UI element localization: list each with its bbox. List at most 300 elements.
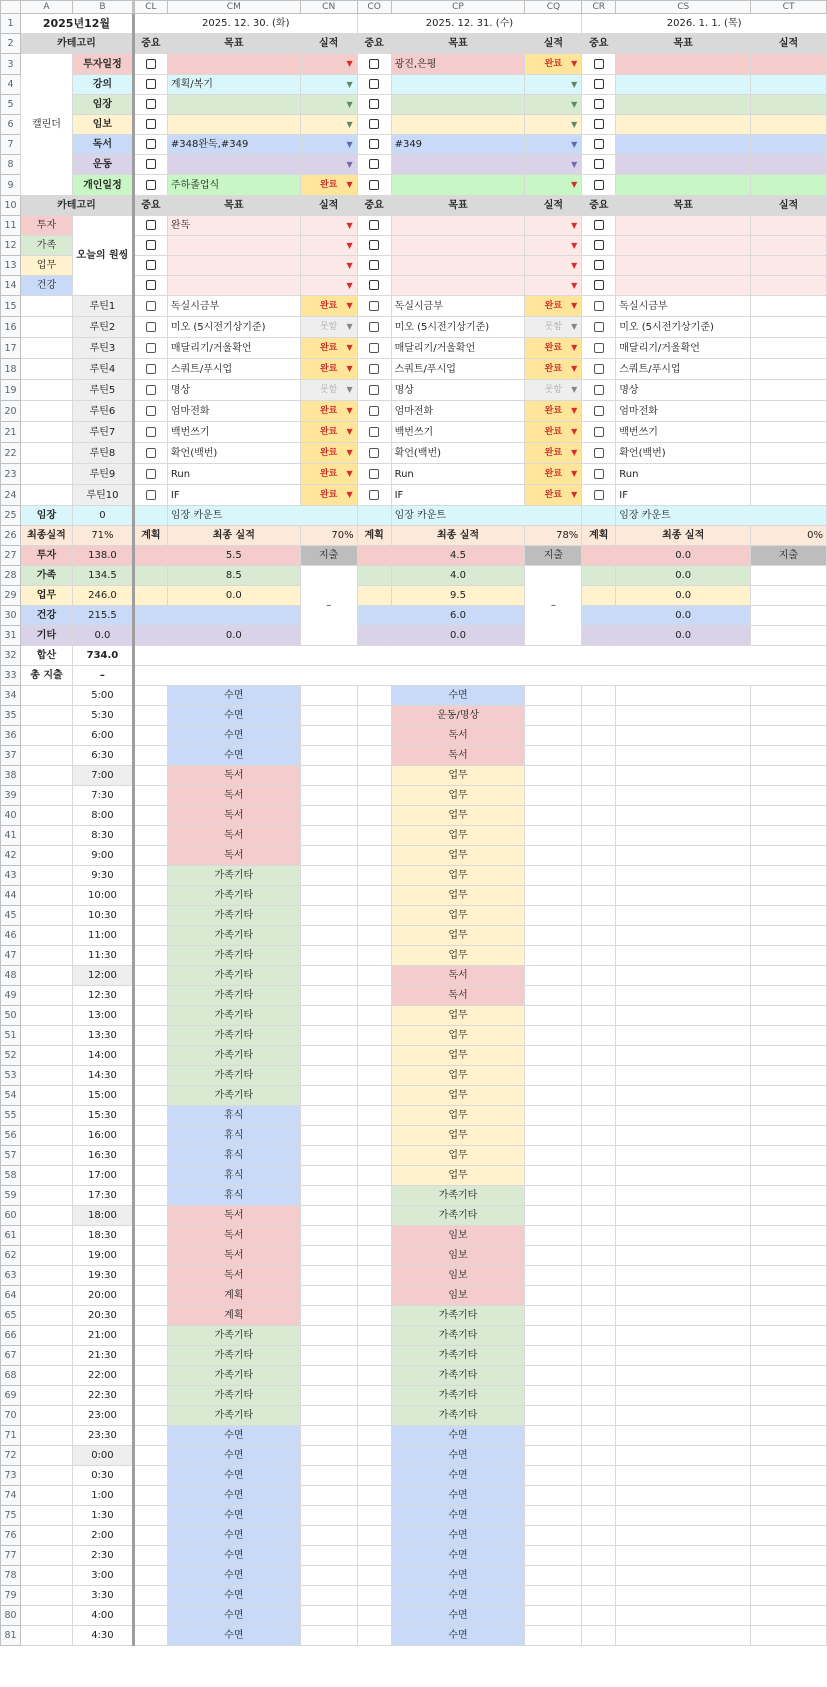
blank-cell[interactable] xyxy=(357,1266,391,1286)
blank-cell[interactable] xyxy=(300,1566,357,1586)
result-dropdown[interactable] xyxy=(525,175,582,196)
blank-cell[interactable] xyxy=(133,1026,167,1046)
result-dropdown[interactable] xyxy=(300,317,357,338)
blank-cell[interactable] xyxy=(133,1526,167,1546)
blank-cell[interactable] xyxy=(525,886,582,906)
dropdown-arrow-icon[interactable]: ▼ xyxy=(571,385,578,394)
activity-cell[interactable]: 수면 xyxy=(167,686,300,706)
blank-cell[interactable] xyxy=(20,706,72,726)
final-pct[interactable]: 0% xyxy=(751,526,827,546)
activity-cell[interactable]: 수면 xyxy=(391,686,525,706)
time-slot[interactable]: 0:30 xyxy=(72,1466,133,1486)
result-dropdown[interactable] xyxy=(525,75,582,95)
time-slot[interactable]: 10:30 xyxy=(72,906,133,926)
blank-cell[interactable] xyxy=(357,946,391,966)
blank-cell[interactable] xyxy=(525,1346,582,1366)
blank-cell[interactable] xyxy=(751,1026,827,1046)
important-checkbox[interactable] xyxy=(133,256,167,276)
dropdown-arrow-icon[interactable]: ▼ xyxy=(346,448,353,457)
status-chip[interactable]: 못함 xyxy=(319,385,338,395)
routine-task[interactable]: IF xyxy=(167,485,300,506)
calendar-category[interactable]: 독서 xyxy=(72,135,133,155)
blank-cell[interactable] xyxy=(300,1046,357,1066)
activity-cell[interactable]: 수면 xyxy=(391,1586,525,1606)
blank-cell[interactable] xyxy=(751,1186,827,1206)
goal-cell[interactable] xyxy=(167,54,300,75)
spend-cell[interactable] xyxy=(751,586,827,606)
blank-cell[interactable] xyxy=(357,786,391,806)
result-dropdown[interactable] xyxy=(300,75,357,95)
dropdown-arrow-icon[interactable]: ▼ xyxy=(346,301,353,310)
routine-name[interactable]: 루틴7 xyxy=(72,422,133,443)
result-header[interactable]: 실적 xyxy=(300,34,357,54)
blank-cell[interactable] xyxy=(20,806,72,826)
blank-cell[interactable] xyxy=(133,966,167,986)
dropdown-arrow-icon[interactable]: ▼ xyxy=(346,364,353,373)
blank-cell[interactable] xyxy=(133,1126,167,1146)
activity-cell[interactable]: 휴식 xyxy=(167,1166,300,1186)
blank-cell[interactable] xyxy=(357,1546,391,1566)
result-dropdown[interactable] xyxy=(525,256,582,276)
goal-cell[interactable] xyxy=(167,95,300,115)
activity-cell[interactable]: 가족기타 xyxy=(391,1346,525,1366)
result-dropdown[interactable] xyxy=(751,443,827,464)
row-number[interactable]: 9 xyxy=(1,175,21,196)
activity-cell[interactable]: 수면 xyxy=(391,1566,525,1586)
blank-cell[interactable] xyxy=(616,1246,751,1266)
blank-cell[interactable] xyxy=(525,1066,582,1086)
spend-cell[interactable] xyxy=(751,566,827,586)
result-dropdown[interactable] xyxy=(525,338,582,359)
blank-cell[interactable] xyxy=(300,846,357,866)
row-number[interactable]: 80 xyxy=(1,1606,21,1626)
checkbox-icon[interactable] xyxy=(146,469,156,479)
dropdown-arrow-icon[interactable]: ▼ xyxy=(346,427,353,436)
plan-cell[interactable] xyxy=(582,566,616,586)
goal-cell[interactable] xyxy=(391,75,525,95)
time-slot[interactable]: 9:00 xyxy=(72,846,133,866)
blank-cell[interactable] xyxy=(525,1226,582,1246)
blank-cell[interactable] xyxy=(525,1526,582,1546)
time-slot[interactable]: 4:00 xyxy=(72,1606,133,1626)
important-checkbox[interactable] xyxy=(133,276,167,296)
row-number[interactable]: 69 xyxy=(1,1386,21,1406)
blank-cell[interactable] xyxy=(357,1226,391,1246)
routine-name[interactable]: 루틴4 xyxy=(72,359,133,380)
blank-cell[interactable] xyxy=(357,986,391,1006)
blank-cell[interactable] xyxy=(300,1326,357,1346)
dropdown-arrow-icon[interactable]: ▼ xyxy=(346,385,353,394)
final-value-cell[interactable]: 0.0 xyxy=(391,626,525,646)
checkbox-icon[interactable] xyxy=(369,159,379,169)
status-chip[interactable]: 완료 xyxy=(544,364,563,374)
blank-cell[interactable] xyxy=(133,1266,167,1286)
important-checkbox[interactable] xyxy=(582,256,616,276)
routine-name[interactable]: 루틴6 xyxy=(72,401,133,422)
activity-cell[interactable]: 가족기타 xyxy=(167,1386,300,1406)
routine-task[interactable]: 미오 (5시전기상기준) xyxy=(616,317,751,338)
final-value-cell[interactable]: 0.0 xyxy=(167,586,300,606)
activity-cell[interactable]: 수면 xyxy=(167,746,300,766)
row-number[interactable]: 35 xyxy=(1,706,21,726)
blank-cell[interactable] xyxy=(582,1026,616,1046)
blank-cell[interactable] xyxy=(133,1626,167,1646)
important-checkbox[interactable] xyxy=(582,95,616,115)
blank-cell[interactable] xyxy=(300,786,357,806)
blank-cell[interactable] xyxy=(300,1126,357,1146)
status-chip[interactable]: 완료 xyxy=(319,427,338,437)
checkbox-icon[interactable] xyxy=(146,260,156,270)
blank-cell[interactable] xyxy=(20,1146,72,1166)
activity-cell[interactable]: 업무 xyxy=(391,1146,525,1166)
row-number[interactable]: 68 xyxy=(1,1366,21,1386)
row-number[interactable]: 45 xyxy=(1,906,21,926)
activity-cell[interactable]: 업무 xyxy=(391,886,525,906)
blank-cell[interactable] xyxy=(357,1306,391,1326)
blank-cell[interactable] xyxy=(582,1086,616,1106)
result-header[interactable]: 실적 xyxy=(525,34,582,54)
blank-cell[interactable] xyxy=(582,1066,616,1086)
time-slot[interactable]: 1:00 xyxy=(72,1486,133,1506)
status-chip[interactable]: 완료 xyxy=(319,180,338,190)
result-dropdown[interactable] xyxy=(751,175,827,196)
dropdown-arrow-icon[interactable]: ▼ xyxy=(571,100,578,109)
time-slot[interactable]: 2:30 xyxy=(72,1546,133,1566)
blank-cell[interactable] xyxy=(751,1546,827,1566)
activity-cell[interactable]: 수면 xyxy=(167,1606,300,1626)
blank-cell[interactable] xyxy=(616,1426,751,1446)
blank-cell[interactable] xyxy=(751,1626,827,1646)
blank-cell[interactable] xyxy=(20,1346,72,1366)
blank-cell[interactable] xyxy=(20,926,72,946)
blank-cell[interactable] xyxy=(20,1206,72,1226)
result-dropdown[interactable] xyxy=(751,485,827,506)
blank-cell[interactable] xyxy=(20,1466,72,1486)
row-number[interactable]: 42 xyxy=(1,846,21,866)
result-dropdown[interactable] xyxy=(525,464,582,485)
blank-cell[interactable] xyxy=(20,401,72,422)
dropdown-arrow-icon[interactable]: ▼ xyxy=(571,448,578,457)
blank-cell[interactable] xyxy=(525,1086,582,1106)
final-value-cell[interactable]: 9.5 xyxy=(391,586,525,606)
blank-cell[interactable] xyxy=(357,1366,391,1386)
activity-cell[interactable]: 가족기타 xyxy=(167,1366,300,1386)
blank-cell[interactable] xyxy=(582,1126,616,1146)
row-number[interactable]: 13 xyxy=(1,256,21,276)
plan-cell[interactable] xyxy=(133,546,167,566)
blank-cell[interactable] xyxy=(20,1026,72,1046)
routine-checkbox[interactable] xyxy=(133,359,167,380)
blank-cell[interactable] xyxy=(357,1166,391,1186)
calendar-category[interactable]: 개인일정 xyxy=(72,175,133,196)
routine-task[interactable]: 미오 (5시전기상기준) xyxy=(391,317,525,338)
time-slot[interactable]: 18:00 xyxy=(72,1206,133,1226)
time-slot[interactable]: 13:00 xyxy=(72,1006,133,1026)
checkbox-icon[interactable] xyxy=(369,385,379,395)
final-value-cell[interactable]: 0.0 xyxy=(167,626,300,646)
blank-cell[interactable] xyxy=(582,1046,616,1066)
imjang-label[interactable]: 임장 xyxy=(20,506,72,526)
routine-name[interactable]: 루틴5 xyxy=(72,380,133,401)
blank-cell[interactable] xyxy=(20,1286,72,1306)
plan-cell[interactable] xyxy=(582,546,616,566)
goal-cell[interactable]: 광진,은평 xyxy=(391,54,525,75)
blank-cell[interactable] xyxy=(616,1046,751,1066)
routine-checkbox[interactable] xyxy=(582,485,616,506)
blank-cell[interactable] xyxy=(20,1166,72,1186)
blank-cell[interactable] xyxy=(300,966,357,986)
checkbox-icon[interactable] xyxy=(369,469,379,479)
blank-cell[interactable] xyxy=(300,1006,357,1026)
time-slot[interactable]: 8:30 xyxy=(72,826,133,846)
time-slot[interactable]: 12:00 xyxy=(72,966,133,986)
checkbox-icon[interactable] xyxy=(146,322,156,332)
blank-cell[interactable] xyxy=(300,1266,357,1286)
blank-cell[interactable] xyxy=(133,686,167,706)
blank-cell[interactable] xyxy=(525,1486,582,1506)
activity-cell[interactable]: 임보 xyxy=(391,1266,525,1286)
blank-cell[interactable] xyxy=(525,1586,582,1606)
result-header[interactable]: 실적 xyxy=(751,196,827,216)
result-dropdown[interactable] xyxy=(300,359,357,380)
blank-cell[interactable] xyxy=(525,1606,582,1626)
activity-cell[interactable]: 임보 xyxy=(391,1246,525,1266)
important-checkbox[interactable] xyxy=(582,54,616,75)
checkbox-icon[interactable] xyxy=(146,490,156,500)
blank-cell[interactable] xyxy=(582,1226,616,1246)
blank-cell[interactable] xyxy=(357,1626,391,1646)
row-number[interactable]: 59 xyxy=(1,1186,21,1206)
blank-cell[interactable] xyxy=(20,1386,72,1406)
sheet-title[interactable]: 2025년12월 xyxy=(20,14,133,34)
checkbox-icon[interactable] xyxy=(594,260,604,270)
routine-task[interactable]: 엄마전화 xyxy=(167,401,300,422)
row-number[interactable]: 25 xyxy=(1,506,21,526)
dropdown-arrow-icon[interactable]: ▼ xyxy=(346,343,353,352)
blank-cell[interactable] xyxy=(582,1506,616,1526)
blank-cell[interactable] xyxy=(751,746,827,766)
blank-cell[interactable] xyxy=(616,1066,751,1086)
goal-cell[interactable] xyxy=(391,115,525,135)
checkbox-icon[interactable] xyxy=(594,448,604,458)
plan-cell[interactable] xyxy=(357,606,391,626)
routine-task[interactable]: 확언(백번) xyxy=(391,443,525,464)
row-number[interactable]: 32 xyxy=(1,646,21,666)
goal-cell[interactable] xyxy=(391,216,525,236)
result-dropdown[interactable] xyxy=(525,54,582,75)
dropdown-arrow-icon[interactable]: ▼ xyxy=(346,261,353,270)
plan-cell[interactable] xyxy=(133,586,167,606)
goal-cell[interactable]: #349 xyxy=(391,135,525,155)
checkbox-icon[interactable] xyxy=(369,301,379,311)
blank-cell[interactable] xyxy=(133,1386,167,1406)
final-header[interactable]: 최종 실적 xyxy=(167,526,300,546)
blank-cell[interactable] xyxy=(582,1566,616,1586)
row-number[interactable]: 47 xyxy=(1,946,21,966)
summary-label[interactable]: 투자 xyxy=(20,546,72,566)
blank-cell[interactable] xyxy=(357,1526,391,1546)
blank-cell[interactable] xyxy=(300,866,357,886)
important-header[interactable]: 중요 xyxy=(582,34,616,54)
row-number[interactable]: 33 xyxy=(1,666,21,686)
blank-cell[interactable] xyxy=(525,1426,582,1446)
blank-cell[interactable] xyxy=(616,1446,751,1466)
activity-cell[interactable]: 업무 xyxy=(391,806,525,826)
blank-cell[interactable] xyxy=(20,1326,72,1346)
sum-label[interactable]: 합산 xyxy=(20,646,72,666)
activity-cell[interactable]: 수면 xyxy=(167,1526,300,1546)
plan-cell[interactable] xyxy=(357,586,391,606)
blank-cell[interactable] xyxy=(357,1126,391,1146)
checkbox-icon[interactable] xyxy=(594,119,604,129)
time-slot[interactable]: 19:30 xyxy=(72,1266,133,1286)
dropdown-arrow-icon[interactable]: ▼ xyxy=(571,406,578,415)
important-checkbox[interactable] xyxy=(133,75,167,95)
spend-header[interactable]: 지출 xyxy=(300,546,357,566)
blank-cell[interactable] xyxy=(525,1406,582,1426)
blank-cell[interactable] xyxy=(357,1326,391,1346)
blank-cell[interactable] xyxy=(300,1406,357,1426)
blank-cell[interactable] xyxy=(751,1086,827,1106)
blank-cell[interactable] xyxy=(357,1406,391,1426)
blank-cell[interactable] xyxy=(133,1586,167,1606)
blank-cell[interactable] xyxy=(582,726,616,746)
result-dropdown[interactable] xyxy=(751,296,827,317)
result-dropdown[interactable] xyxy=(300,95,357,115)
blank-cell[interactable] xyxy=(751,806,827,826)
goal-header[interactable]: 목표 xyxy=(616,196,751,216)
blank-cell[interactable] xyxy=(751,966,827,986)
blank-cell[interactable] xyxy=(751,1306,827,1326)
blank-cell[interactable] xyxy=(357,966,391,986)
time-slot[interactable]: 4:30 xyxy=(72,1626,133,1646)
blank-cell[interactable] xyxy=(616,1086,751,1106)
blank-cell[interactable] xyxy=(751,1226,827,1246)
blank-cell[interactable] xyxy=(616,1486,751,1506)
checkbox-icon[interactable] xyxy=(594,322,604,332)
row-number[interactable]: 28 xyxy=(1,566,21,586)
row-number[interactable]: 51 xyxy=(1,1026,21,1046)
blank-cell[interactable] xyxy=(133,706,167,726)
checkbox-icon[interactable] xyxy=(146,406,156,416)
blank-cell[interactable] xyxy=(20,338,72,359)
blank-cell[interactable] xyxy=(582,1546,616,1566)
row-number[interactable]: 74 xyxy=(1,1486,21,1506)
blank-cell[interactable] xyxy=(133,886,167,906)
activity-cell[interactable]: 독서 xyxy=(167,1226,300,1246)
row-number[interactable]: 55 xyxy=(1,1106,21,1126)
goal-cell[interactable] xyxy=(616,256,751,276)
goal-cell[interactable] xyxy=(391,95,525,115)
blank-cell[interactable] xyxy=(133,1326,167,1346)
result-dropdown[interactable] xyxy=(751,256,827,276)
blank-cell[interactable] xyxy=(300,1086,357,1106)
category-header[interactable]: 카테고리 xyxy=(20,34,133,54)
activity-cell[interactable]: 수면 xyxy=(391,1486,525,1506)
row-number[interactable]: 49 xyxy=(1,986,21,1006)
final-value-cell[interactable]: 8.5 xyxy=(167,566,300,586)
blank-cell[interactable] xyxy=(300,1026,357,1046)
time-slot[interactable]: 15:00 xyxy=(72,1086,133,1106)
blank-cell[interactable] xyxy=(300,1486,357,1506)
blank-cell[interactable] xyxy=(616,1126,751,1146)
blank-cell[interactable] xyxy=(357,1246,391,1266)
blank-cell[interactable] xyxy=(20,296,72,317)
blank-cell[interactable] xyxy=(525,766,582,786)
dropdown-arrow-icon[interactable]: ▼ xyxy=(571,469,578,478)
important-checkbox[interactable] xyxy=(133,236,167,256)
checkbox-icon[interactable] xyxy=(146,301,156,311)
checkbox-icon[interactable] xyxy=(594,220,604,230)
blank-cell[interactable] xyxy=(582,766,616,786)
blank-cell[interactable] xyxy=(133,1286,167,1306)
blank-cell[interactable] xyxy=(582,1326,616,1346)
row-number[interactable]: 79 xyxy=(1,1586,21,1606)
important-checkbox[interactable] xyxy=(582,175,616,196)
blank-cell[interactable] xyxy=(751,1206,827,1226)
time-slot[interactable]: 20:00 xyxy=(72,1286,133,1306)
final-pct[interactable]: 78% xyxy=(525,526,582,546)
dropdown-arrow-icon[interactable]: ▼ xyxy=(346,120,353,129)
blank-cell[interactable] xyxy=(582,746,616,766)
result-dropdown[interactable] xyxy=(525,236,582,256)
blank-cell[interactable] xyxy=(582,1626,616,1646)
time-slot[interactable]: 14:30 xyxy=(72,1066,133,1086)
checkbox-icon[interactable] xyxy=(594,240,604,250)
row-number[interactable]: 41 xyxy=(1,826,21,846)
important-checkbox[interactable] xyxy=(357,155,391,175)
blank-cell[interactable] xyxy=(357,1146,391,1166)
time-slot[interactable]: 5:00 xyxy=(72,686,133,706)
checkbox-icon[interactable] xyxy=(594,427,604,437)
imjang-count[interactable]: 임장 카운트 xyxy=(391,506,582,526)
goal-cell[interactable]: 주하졸업식 xyxy=(167,175,300,196)
routine-checkbox[interactable] xyxy=(357,359,391,380)
total-spend-label[interactable]: 총 지출 xyxy=(20,666,72,686)
blank-cell[interactable] xyxy=(300,726,357,746)
checkbox-icon[interactable] xyxy=(369,139,379,149)
time-slot[interactable]: 21:00 xyxy=(72,1326,133,1346)
activity-cell[interactable]: 업무 xyxy=(391,1006,525,1026)
activity-cell[interactable]: 가족기타 xyxy=(167,906,300,926)
activity-cell[interactable]: 가족기타 xyxy=(167,1006,300,1026)
blank-cell[interactable] xyxy=(300,1386,357,1406)
row-number[interactable]: 62 xyxy=(1,1246,21,1266)
activity-cell[interactable]: 수면 xyxy=(167,1466,300,1486)
activity-cell[interactable]: 휴식 xyxy=(167,1106,300,1126)
blank-cell[interactable] xyxy=(525,1386,582,1406)
time-slot[interactable]: 15:30 xyxy=(72,1106,133,1126)
important-checkbox[interactable] xyxy=(357,75,391,95)
blank-cell[interactable] xyxy=(20,826,72,846)
routine-checkbox[interactable] xyxy=(357,422,391,443)
blank-cell[interactable] xyxy=(133,646,826,666)
dropdown-arrow-icon[interactable]: ▼ xyxy=(346,100,353,109)
status-chip[interactable]: 완료 xyxy=(544,448,563,458)
blank-cell[interactable] xyxy=(582,1166,616,1186)
blank-cell[interactable] xyxy=(616,906,751,926)
final-value-cell[interactable]: 4.0 xyxy=(391,566,525,586)
result-dropdown[interactable] xyxy=(300,155,357,175)
plan-cell[interactable] xyxy=(357,626,391,646)
blank-cell[interactable] xyxy=(133,1166,167,1186)
spend-value[interactable]: – xyxy=(525,566,582,646)
goal-header[interactable]: 목표 xyxy=(391,196,525,216)
important-checkbox[interactable] xyxy=(357,54,391,75)
blank-cell[interactable] xyxy=(616,1466,751,1486)
final-value[interactable]: 71% xyxy=(72,526,133,546)
checkbox-icon[interactable] xyxy=(146,119,156,129)
